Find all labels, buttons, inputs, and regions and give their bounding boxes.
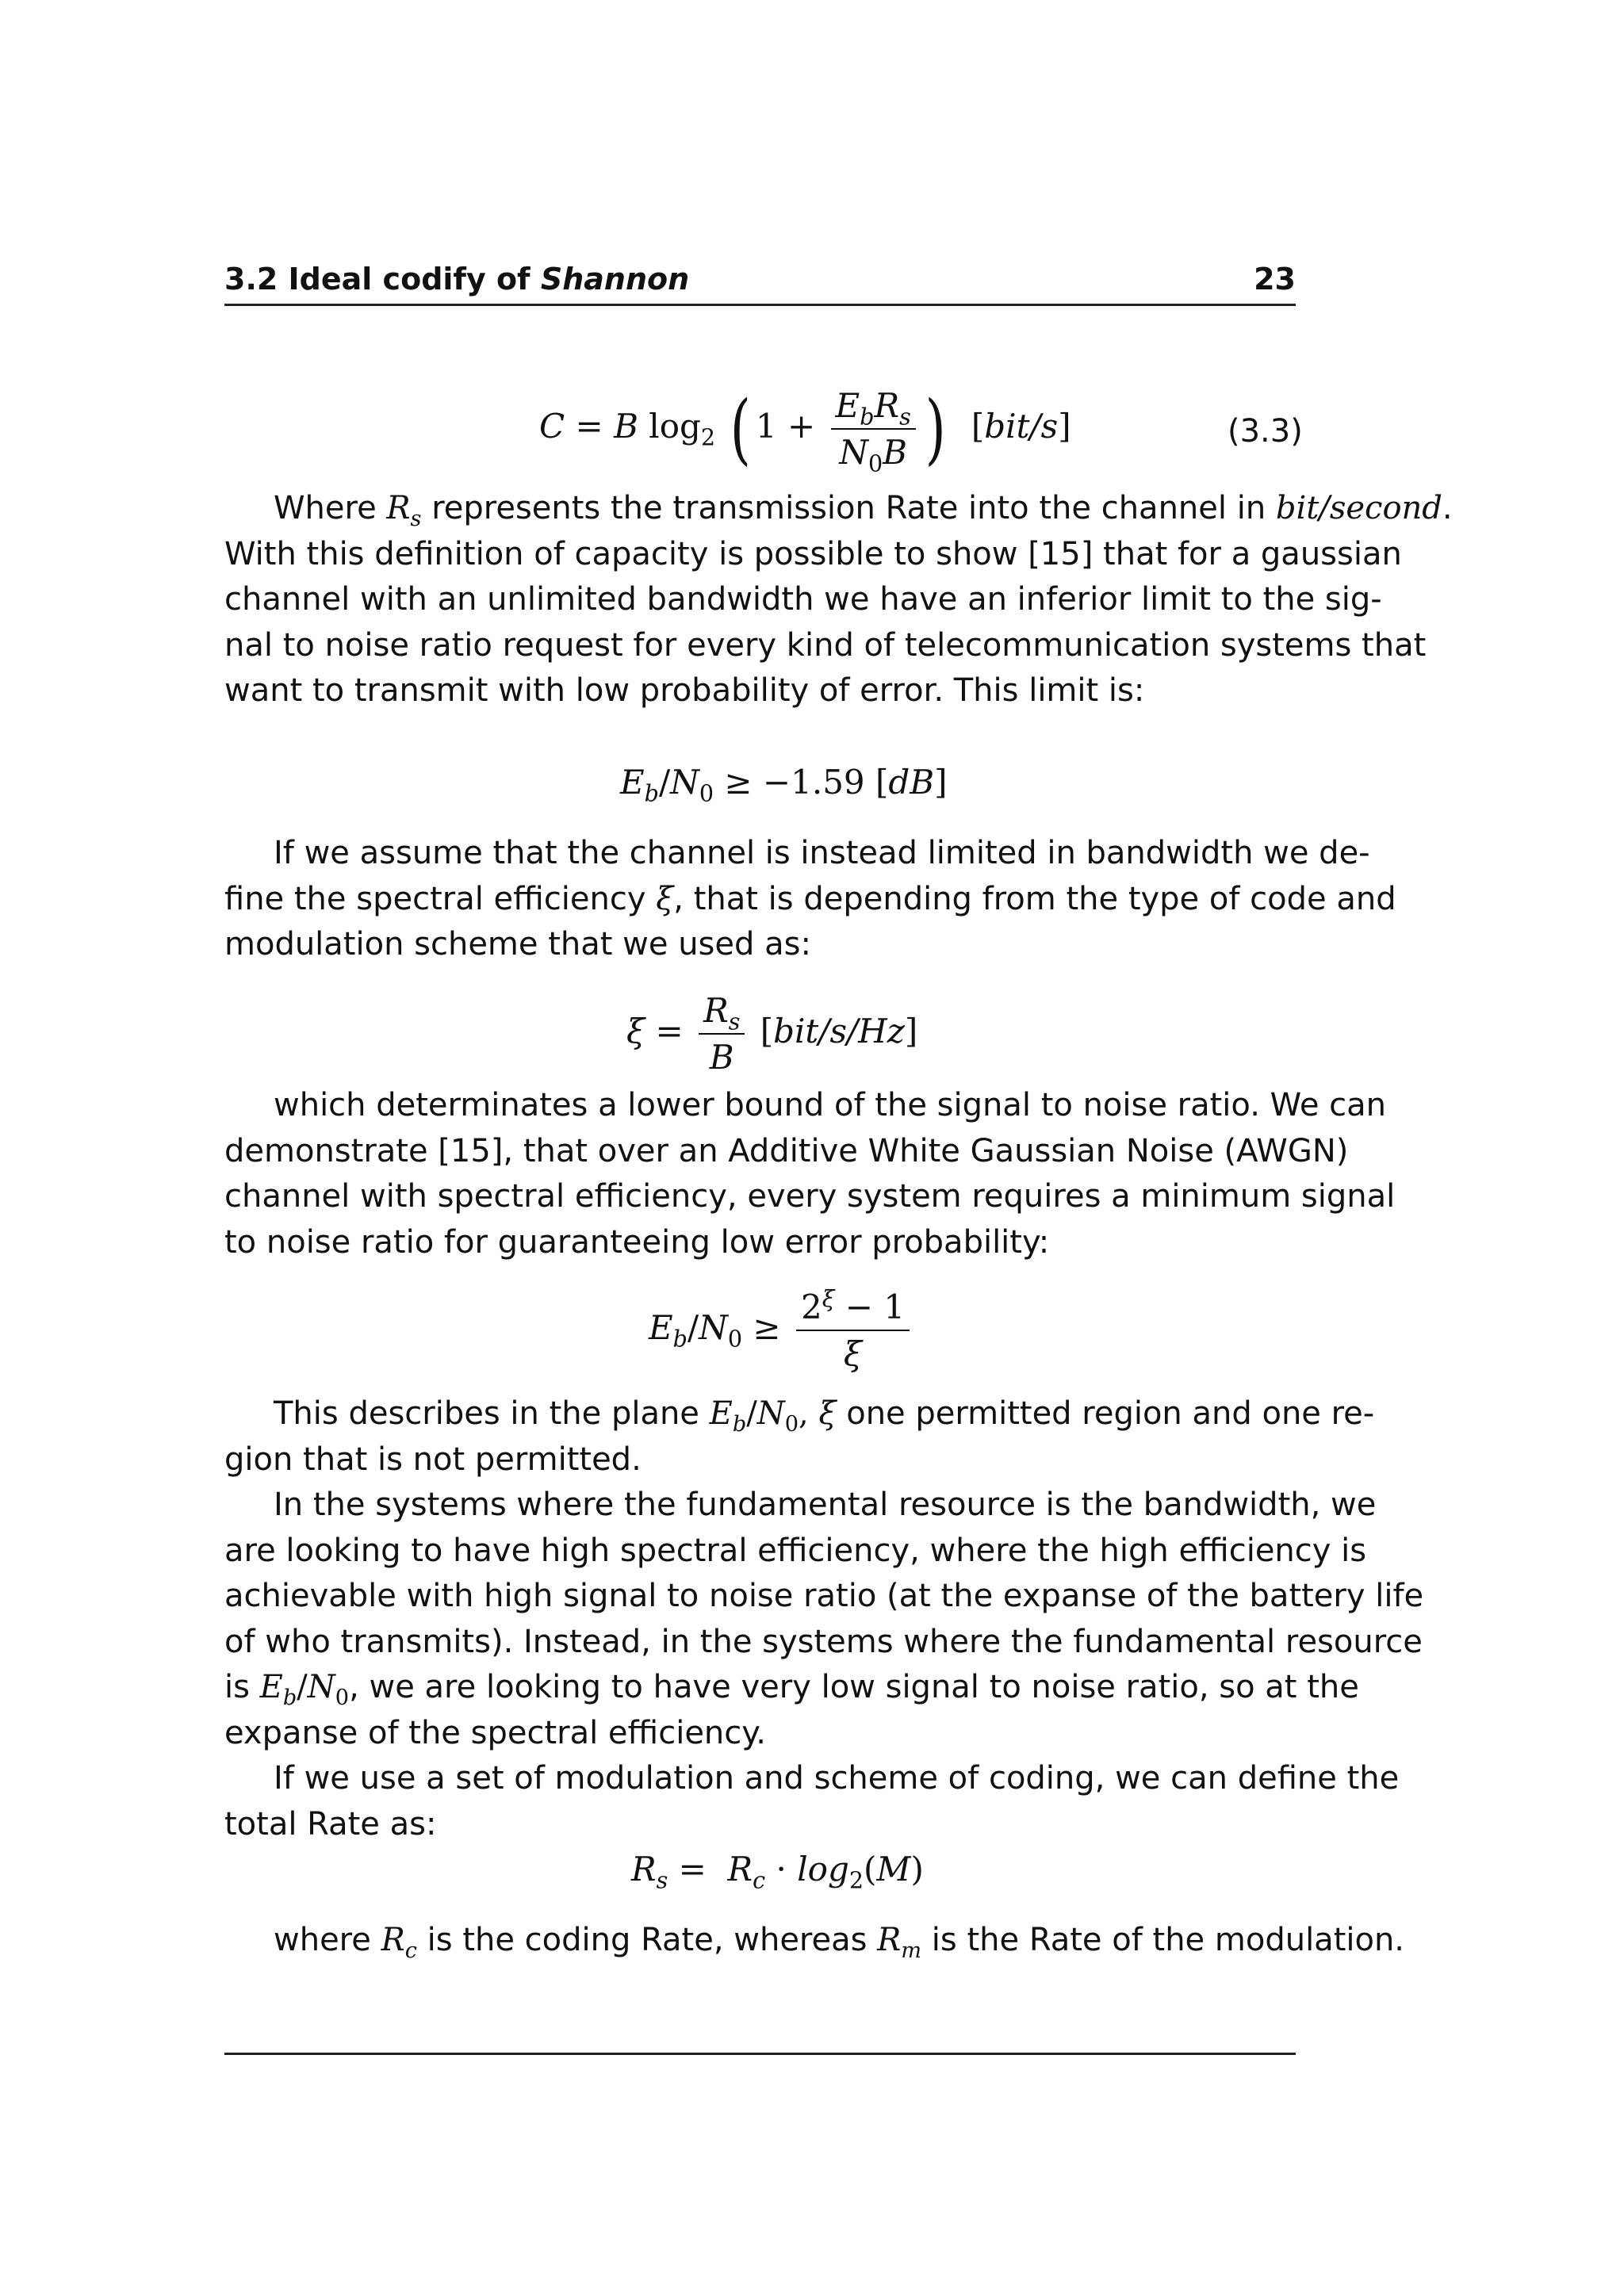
section-title-emphasis: Shannon	[540, 262, 690, 297]
text-line: are looking to have high spectral efficiency, where the high efficiency is	[224, 1532, 1367, 1569]
paragraph-total-rate	[224, 1756, 1400, 1847]
equation-number: (3.3)	[1228, 413, 1303, 450]
equation-minimum-snr: $E_b/N_0$ ≥ $\frac{2^\xi - 1}{\xi}$	[649, 1288, 914, 1373]
running-header	[224, 262, 1296, 303]
page-number: 23	[1254, 262, 1296, 297]
text-line: With this definition of capacity is possible to show [15] that for a gaussian	[224, 535, 1402, 572]
paragraph-lower-bound	[224, 1083, 1396, 1265]
paragraph-spectral-efficiency	[224, 831, 1396, 968]
footer-rule	[224, 2053, 1296, 2055]
text-line: demonstrate [15], that over an Additive White Gaussian Noise (AWGN)	[224, 1132, 1349, 1169]
paragraph-coding-rate	[224, 1918, 1405, 1964]
paragraph-permitted-region	[224, 1391, 1375, 1483]
equation-capacity: C = B $\log_2$ ( 1 + $\frac{E_bR_s}{N_0B}$ ) [bit/s]	[539, 385, 1071, 477]
header-rule	[224, 304, 1296, 306]
text-line: total Rate as:	[224, 1805, 437, 1843]
text-line: modulation scheme that we used as:	[224, 926, 811, 962]
text-line: channel with an unlimited bandwidth we have an inferior limit to the sig-	[224, 581, 1382, 618]
text-line: expanse of the spectral efficiency.	[224, 1714, 766, 1751]
text-line: gion that is not permitted.	[224, 1441, 642, 1478]
equation-shannon-limit: $E_b/N_0 \ge -1.59$ [dB]	[620, 763, 948, 807]
paragraph-fundamental-resource	[224, 1483, 1424, 1756]
text-line: is $E_b/N_0$, we are looking to have very low signal to noise ratio, so at the	[224, 1669, 1359, 1710]
text-line: channel with spectral efficiency, every system requires a minimum signal	[224, 1178, 1396, 1215]
text-line: This describes in the plane $E_b/N_0$, ξ one permitted region and one re-	[274, 1395, 1375, 1437]
text-line: achievable with high signal to noise ratio (at the expanse of the battery life	[224, 1578, 1424, 1614]
text-line: where $R_c$ is the coding Rate, whereas $R_m$ is the Rate of the modulation.	[274, 1922, 1405, 1963]
paragraph-capacity-limit	[224, 486, 1453, 714]
text-line: fine the spectral efficiency ξ, that is depending from the type of code and	[224, 880, 1396, 917]
text-line: of who transmits). Instead, in the systems where the fundamental resource	[224, 1623, 1423, 1660]
text-line: which determinates a lower bound of the signal to noise ratio. We can	[274, 1087, 1387, 1123]
text-line: If we assume that the channel is instead limited in bandwidth we de-	[274, 835, 1370, 871]
text-line: In the systems where the fundamental resource is the bandwidth, we	[274, 1487, 1377, 1523]
section-title: 3.2 Ideal codify of Shannon	[224, 262, 690, 297]
text-line: to noise ratio for guaranteeing low error probability:	[224, 1223, 1050, 1261]
equation-spectral-efficiency: ξ = $\frac{R_s}{B}$ [bit/s/Hz]	[626, 991, 918, 1077]
equation-total-rate: $R_s = R_c \cdot \log_2(M)$	[631, 1850, 924, 1894]
text-line: nal to noise ratio request for every kind of telecommunication systems that	[224, 626, 1427, 664]
text-line: Where $R_s$ represents the transmission Rate into the channel in bit/second.	[274, 490, 1453, 531]
text-line: If we use a set of modulation and scheme of coding, we can define the	[274, 1760, 1400, 1797]
text-line: want to transmit with low probability of error. This limit is:	[224, 672, 1145, 709]
